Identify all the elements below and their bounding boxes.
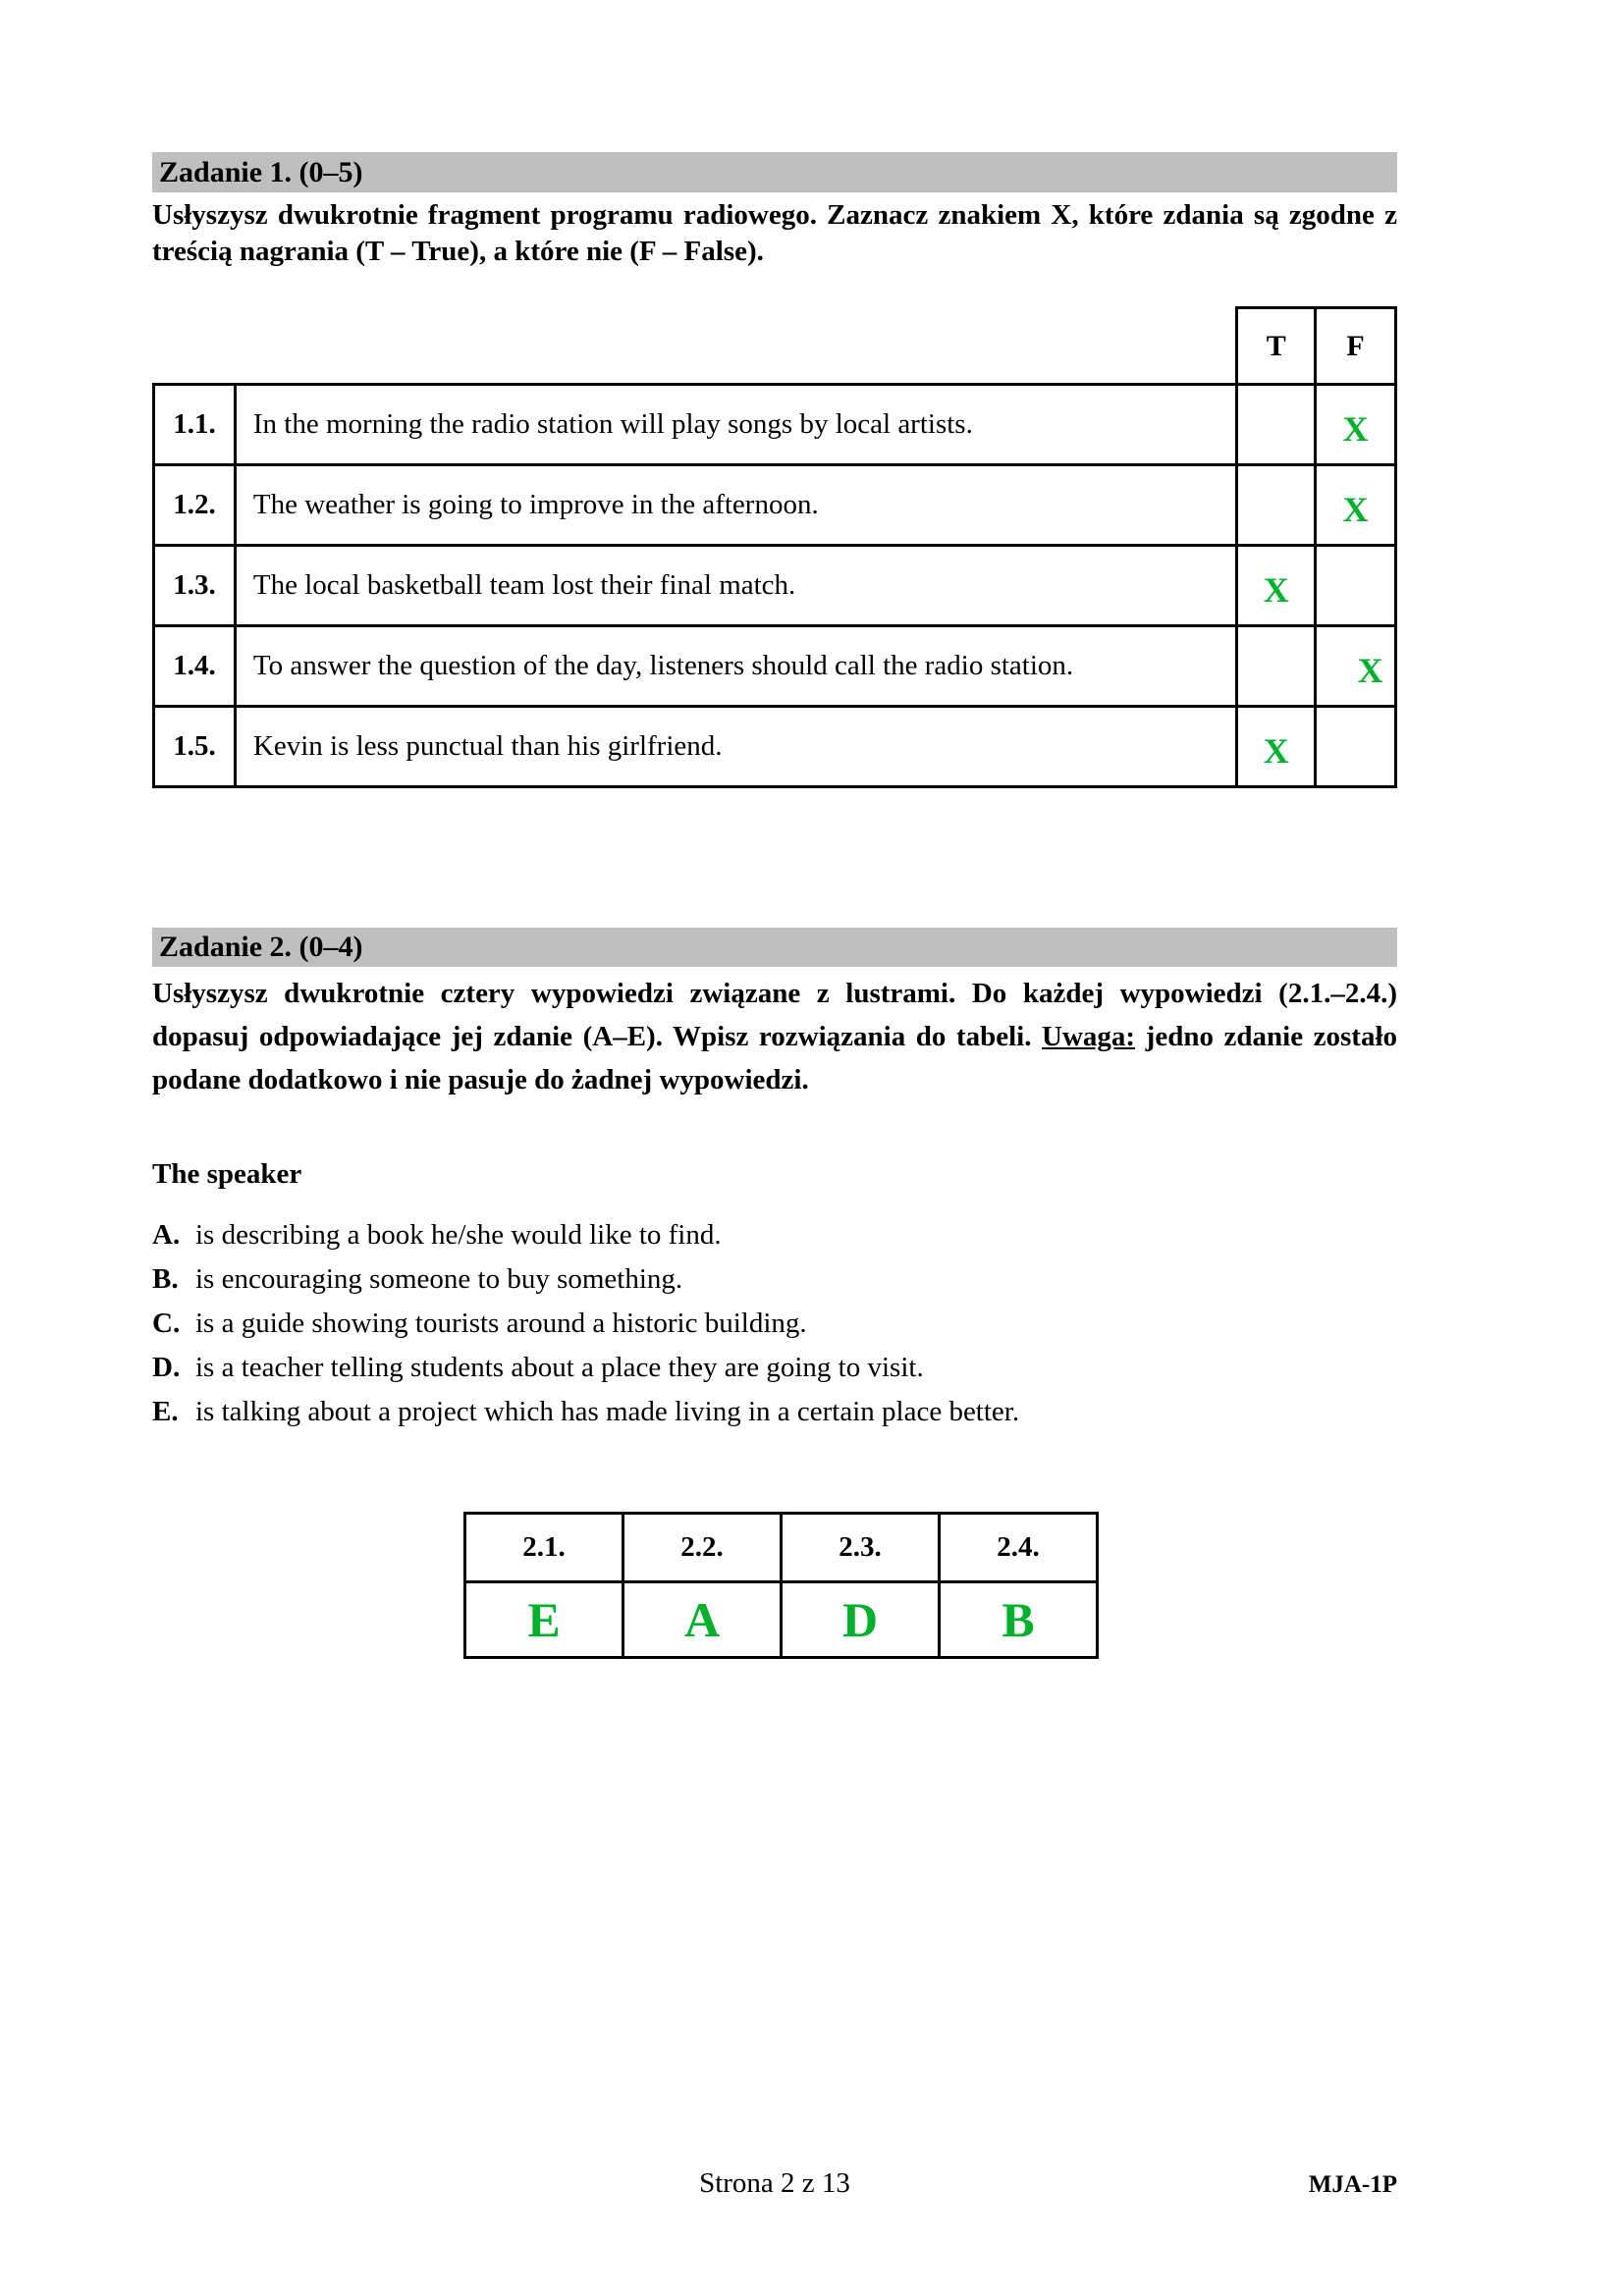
- answer-header-cell: 2.4.: [940, 1514, 1098, 1582]
- answer-header-cell: 2.3.: [782, 1514, 940, 1582]
- true-false-table: [152, 306, 1397, 788]
- answer-cell-true: [1237, 465, 1316, 546]
- answer-cell-false: [1316, 626, 1396, 707]
- answers-table: [463, 1512, 1099, 1659]
- task2-title: Zadanie 2. (0–4): [159, 931, 363, 963]
- task1-instructions: Usłyszysz dwukrotnie fragment programu radiowego. Zaznacz znakiem X, które zdania są zgodne z treścią nagrania (T – True), a które nie (F – False).: [152, 199, 1397, 267]
- option-letter: B.: [152, 1263, 179, 1295]
- answer-cell-true: [1237, 385, 1316, 465]
- answer-value-cell: A: [623, 1582, 782, 1658]
- task1-header-bar: [152, 152, 1397, 192]
- option-letter: C.: [152, 1308, 181, 1339]
- uwaga-label: Uwaga:: [1042, 1021, 1136, 1052]
- table-row: [154, 626, 1396, 707]
- statement-text: The weather is going to improve in the afternoon.: [235, 465, 1236, 546]
- answer-cell-false: [1316, 707, 1396, 787]
- answer-cell-false: [1316, 546, 1396, 626]
- row-number: 1.5.: [154, 707, 236, 787]
- answer-mark: X: [1342, 489, 1369, 529]
- answer-cell-false: [1316, 465, 1396, 546]
- option-item: [152, 1213, 1397, 1257]
- answer-mark: X: [1357, 650, 1383, 690]
- row-number: 1.3.: [154, 546, 236, 626]
- options-list: [152, 1213, 1397, 1434]
- tf-header-spacer: [154, 308, 1237, 385]
- answer-mark: X: [1263, 730, 1289, 771]
- table-row: [154, 546, 1396, 626]
- uwaga-text: jedno zdanie zostało podane dodatkowo i nie pasuje do żadnej wypowiedzi.: [152, 1021, 1398, 1095]
- option-item: [152, 1302, 1397, 1346]
- row-number: 1.4.: [154, 626, 236, 707]
- row-number: 1.2.: [154, 465, 236, 546]
- task2-instructions: [152, 972, 1397, 1101]
- answer-value-cell: B: [940, 1582, 1098, 1658]
- answer-mark: X: [1342, 408, 1369, 449]
- task2-instructions-main: Usłyszysz dwukrotnie cztery wypowiedzi związane z lustrami. Do każdej wypowiedzi (2.1.–2.4.) dopasuj odpowiadające jej zdanie (A–E). Wpisz rozwiązania do tabeli.: [152, 978, 1397, 1052]
- option-letter: E.: [152, 1396, 179, 1427]
- option-item: [152, 1390, 1397, 1434]
- tf-header-false: F: [1316, 308, 1396, 385]
- statement-text: To answer the question of the day, listeners should call the radio station.: [235, 626, 1236, 707]
- tf-header-true: T: [1237, 308, 1316, 385]
- option-item: [152, 1257, 1397, 1302]
- answer-mark: X: [1263, 569, 1289, 610]
- option-text: is a teacher telling students about a place they are going to visit.: [195, 1352, 924, 1383]
- answer-cell-true: [1237, 707, 1316, 787]
- option-text: is a guide showing tourists around a historic building.: [195, 1308, 807, 1339]
- statement-text: In the morning the radio station will play songs by local artists.: [235, 385, 1236, 465]
- footer-exam-code: MJA-1P: [1308, 2171, 1397, 2198]
- task2-header-bar: [152, 928, 1397, 967]
- answer-cell-false: [1316, 385, 1396, 465]
- option-item: [152, 1346, 1397, 1390]
- answer-header-cell: 2.1.: [465, 1514, 623, 1582]
- answer-cell-true: [1237, 546, 1316, 626]
- table-row: [154, 465, 1396, 546]
- statement-text: Kevin is less punctual than his girlfriend.: [235, 707, 1236, 787]
- table-row: [154, 385, 1396, 465]
- answer-cell-true: [1237, 626, 1316, 707]
- table-row: [154, 707, 1396, 787]
- statement-text: The local basketball team lost their final match.: [235, 546, 1236, 626]
- option-letter: A.: [152, 1219, 181, 1251]
- option-letter: D.: [152, 1352, 181, 1383]
- speaker-heading: The speaker: [152, 1158, 302, 1190]
- option-text: is describing a book he/she would like to find.: [195, 1219, 722, 1251]
- option-text: is encouraging someone to buy something.: [195, 1263, 683, 1295]
- answer-value-cell: D: [782, 1582, 940, 1658]
- answer-header-cell: 2.2.: [623, 1514, 782, 1582]
- answer-value-cell: E: [465, 1582, 623, 1658]
- footer-page-number: Strona 2 z 13: [699, 2167, 850, 2199]
- task1-title: Zadanie 1. (0–5): [159, 156, 363, 188]
- row-number: 1.1.: [154, 385, 236, 465]
- option-text: is talking about a project which has made living in a certain place better.: [195, 1396, 1020, 1427]
